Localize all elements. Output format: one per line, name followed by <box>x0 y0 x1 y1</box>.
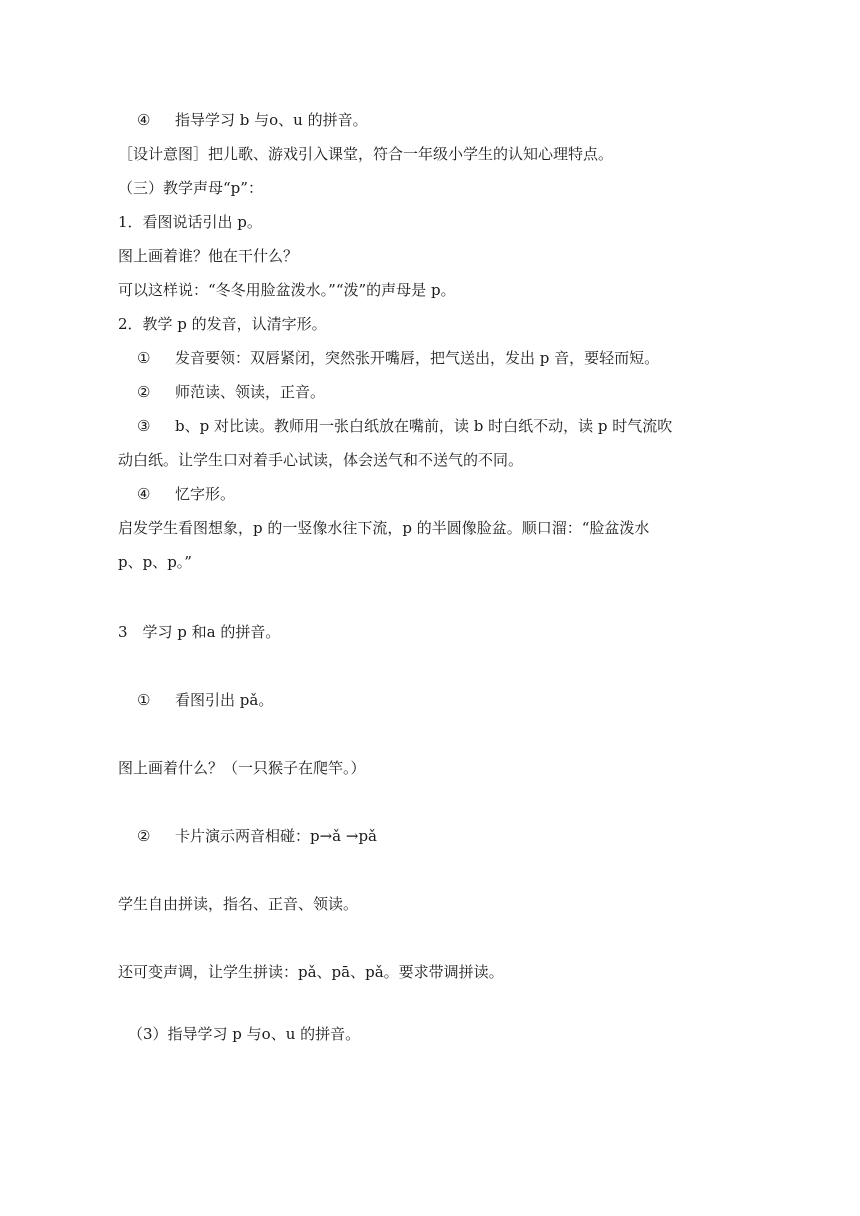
text-line <box>137 110 368 130</box>
text-line: 学生自由拼读，指名、正音、领读。 <box>118 895 359 913</box>
text-line: ［设计意图］把儿歌、游戏引入课堂，符合一年级小学生的认知心理特点。 <box>118 145 614 163</box>
text-line: 图上画着谁？他在干什么？ <box>118 247 299 265</box>
section-heading: （三）教学声母“p”： <box>118 179 263 197</box>
line-text: 卡片演示两音相碰：p→ǎ →pǎ <box>175 827 377 845</box>
text-line <box>137 690 273 710</box>
line-text: 指导学习 b 与o、u 的拼音。 <box>175 111 368 129</box>
line-text: 看图引出 pǎ。 <box>175 691 274 709</box>
line-text: 忆字形。 <box>175 485 236 503</box>
text-line: p、p、p。” <box>118 553 192 571</box>
text-line <box>137 382 325 402</box>
text-line: 还可变声调，让学生拼读：pǎ、pā、pǎ。要求带调拼读。 <box>118 963 504 981</box>
text-line: 图上画着什么？（一只猴子在爬竿。） <box>118 759 366 777</box>
list-marker: ① <box>137 349 151 367</box>
list-marker: ④ <box>137 111 151 129</box>
list-marker: ③ <box>137 417 151 435</box>
line-text: 师范读、领读，正音。 <box>175 383 326 401</box>
text-line: 启发学生看图想象，p 的一竖像水往下流，p 的半圆像脸盆。顺口溜：“脸盆泼水 <box>118 519 650 537</box>
line-text: 发音要领：双唇紧闭，突然张开嘴唇，把气送出，发出 p 音，要轻而短。 <box>175 349 660 367</box>
list-marker: ① <box>137 691 151 709</box>
list-marker: ② <box>137 383 151 401</box>
text-line <box>137 416 672 436</box>
text-line: （3）指导学习 p 与o、u 的拼音。 <box>128 1025 361 1043</box>
text-line <box>137 826 377 846</box>
text-line: 2．教学 p 的发音，认清字形。 <box>118 315 327 333</box>
text-line <box>137 348 659 368</box>
list-marker: ② <box>137 827 151 845</box>
text-line: 可以这样说：“冬冬用脸盆泼水。”“泼”的声母是 p。 <box>118 281 456 299</box>
list-marker: ④ <box>137 485 151 503</box>
text-line <box>137 484 235 504</box>
line-text: b、p 对比读。教师用一张白纸放在嘴前，读 b 时白纸不动，读 p 时气流吹 <box>175 417 673 435</box>
text-line: 动白纸。让学生口对着手心试读，体会送气和不送气的不同。 <box>118 451 524 469</box>
text-line: 3 学习 p 和a 的拼音。 <box>118 623 281 641</box>
text-line: 1．看图说话引出 p。 <box>118 213 262 231</box>
